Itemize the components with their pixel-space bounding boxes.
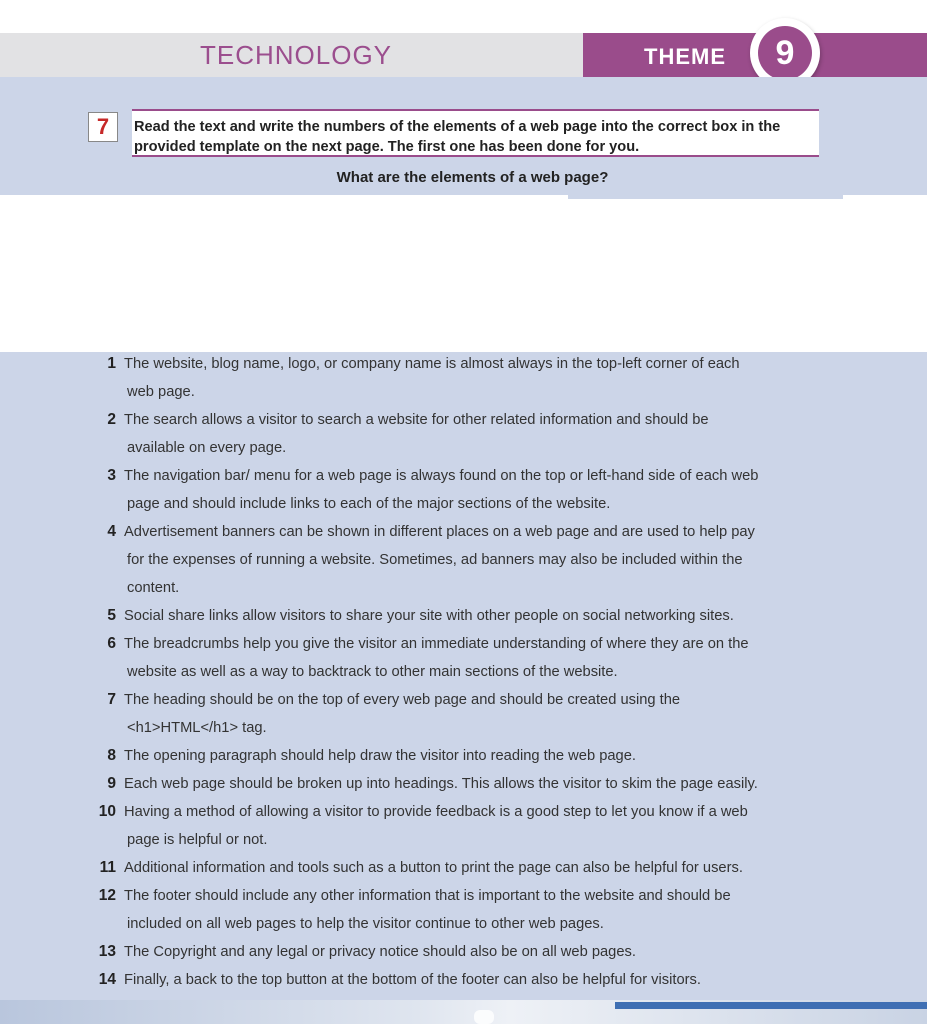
item-text-line: website as well as a way to backtrack to other main sections of the website. bbox=[127, 664, 618, 680]
list-item bbox=[0, 798, 927, 854]
item-number: 3 bbox=[107, 467, 116, 484]
exercise-number: 7 bbox=[88, 112, 118, 142]
item-text-line: The search allows a visitor to search a website for other related information and should be bbox=[124, 412, 709, 428]
item-number: 2 bbox=[107, 411, 116, 428]
item-number: 4 bbox=[107, 523, 116, 540]
item-text-line: The heading should be on the top of every web page and should be created using the bbox=[124, 692, 681, 708]
item-text-line: content. bbox=[127, 580, 180, 596]
subheading: What are the elements of a web page? bbox=[336, 169, 609, 186]
item-text-line: available on every page. bbox=[127, 440, 287, 456]
item-text-line: Advertisement banners can be shown in different places on a web page and are used to help pay bbox=[124, 524, 755, 540]
section-title: TECHNOLOGY bbox=[200, 40, 393, 70]
item-text-line: The navigation bar/ menu for a web page is always found on the top or left-hand side of each web bbox=[124, 468, 759, 484]
theme-label: THEME bbox=[644, 44, 726, 69]
instruction-box bbox=[132, 109, 819, 157]
item-text-line: Social share links allow visitors to share your site with other people on social networking sites. bbox=[124, 608, 734, 624]
list-item bbox=[0, 938, 927, 966]
item-text-line: page and should include links to each of the major sections of the website. bbox=[127, 496, 611, 512]
item-number: 12 bbox=[98, 887, 116, 904]
list-item bbox=[0, 350, 927, 406]
item-text-line: included on all web pages to help the visitor continue to other web pages. bbox=[127, 916, 604, 932]
item-text-line: Having a method of allowing a visitor to provide feedback is a good step to let you know if a web bbox=[124, 804, 748, 820]
item-number: 13 bbox=[98, 943, 116, 960]
item-number: 9 bbox=[107, 775, 116, 792]
list-item bbox=[0, 854, 927, 882]
item-text-line: web page. bbox=[127, 384, 195, 400]
list-item bbox=[0, 462, 927, 518]
item-text-line: Each web page should be broken up into headings. This allows the visitor to skim the page easily. bbox=[124, 776, 758, 792]
list-item bbox=[0, 770, 927, 798]
list-item bbox=[0, 630, 927, 686]
instruction-line: Read the text and write the numbers of the elements of a web page into the correct box in the bbox=[134, 119, 781, 135]
item-text-line: Finally, a back to the top button at the bottom of the footer can also be helpful for visitors. bbox=[124, 972, 701, 988]
item-number: 11 bbox=[99, 859, 116, 876]
item-text-line: The website, blog name, logo, or company name is almost always in the top-left corner of each bbox=[124, 356, 740, 372]
bottom-highlight bbox=[474, 1010, 494, 1024]
item-text-line: The breadcrumbs help you give the visitor an immediate understanding of where they are on the bbox=[124, 636, 749, 652]
list-item bbox=[0, 966, 927, 994]
theme-number-badge: 9 bbox=[758, 26, 812, 80]
item-number: 6 bbox=[107, 635, 116, 652]
item-text-line: The opening paragraph should help draw the visitor into reading the web page. bbox=[124, 748, 636, 764]
list-item bbox=[0, 518, 927, 602]
list-item bbox=[0, 686, 927, 742]
item-number: 14 bbox=[98, 971, 116, 988]
item-text-line: page is helpful or not. bbox=[127, 832, 268, 848]
list-item bbox=[0, 882, 927, 938]
elements-list bbox=[0, 350, 927, 994]
instruction-line: provided template on the next page. The first one has been done for you. bbox=[134, 139, 640, 155]
item-number: 5 bbox=[107, 607, 116, 624]
list-item bbox=[0, 406, 927, 462]
instruction-band-edge bbox=[568, 195, 843, 199]
item-number: 8 bbox=[107, 747, 116, 764]
item-text-line: The Copyright and any legal or privacy notice should also be on all web pages. bbox=[124, 944, 636, 960]
item-number: 7 bbox=[107, 691, 116, 708]
item-text-line: The footer should include any other information that is important to the website and should be bbox=[124, 888, 731, 904]
bottom-blue-bar bbox=[615, 1002, 927, 1009]
item-text-line: <h1>HTML</h1> tag. bbox=[127, 720, 267, 736]
item-number: 10 bbox=[98, 803, 116, 820]
list-item bbox=[0, 602, 927, 630]
item-text-line: Additional information and tools such as a button to print the page can also be helpful for users. bbox=[124, 860, 743, 876]
item-number: 1 bbox=[107, 355, 116, 372]
item-text-line: for the expenses of running a website. Sometimes, ad banners may also be included within the bbox=[127, 552, 743, 568]
list-item bbox=[0, 742, 927, 770]
